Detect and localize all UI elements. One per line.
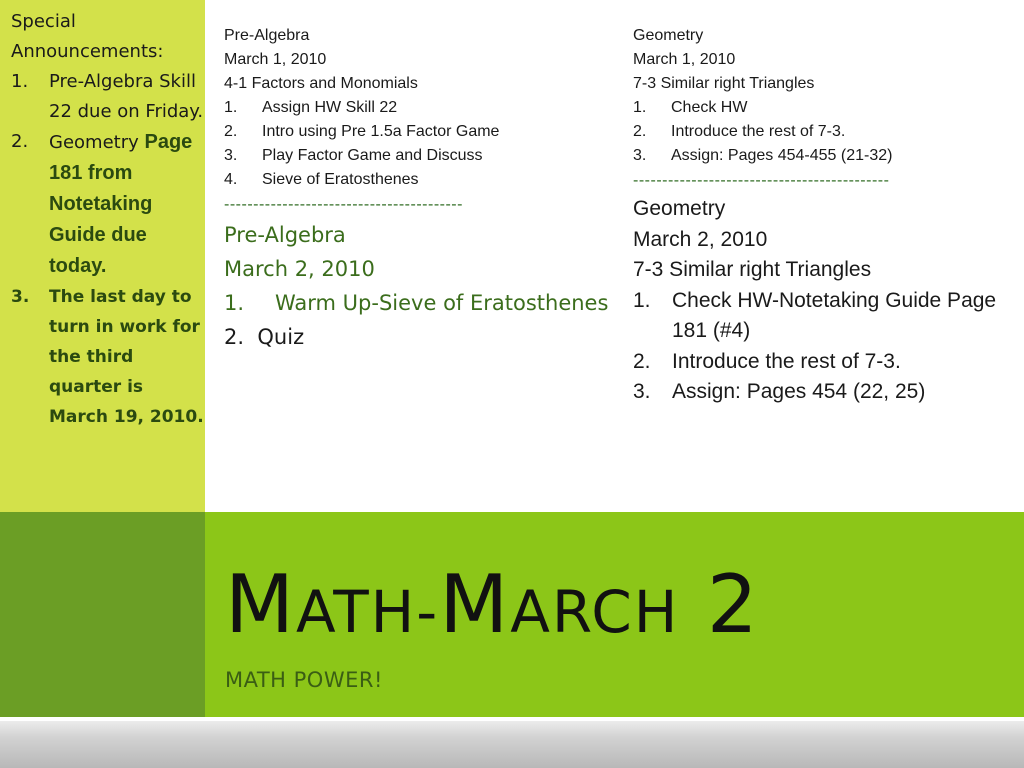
list-item: [11, 127, 205, 282]
announcement-text: Geometry: [49, 132, 139, 153]
agenda-text: Introduce the rest of 7-3.: [672, 349, 901, 373]
announcements-title: Special Announcements:: [11, 11, 164, 62]
title-part: -: [416, 578, 440, 646]
list-number: 1.: [633, 288, 651, 312]
agenda-text: Quiz: [257, 325, 305, 349]
list-item: [633, 347, 1013, 378]
list-number: 2.: [633, 349, 651, 373]
list-item: [224, 144, 614, 168]
list-number: 1.: [11, 71, 29, 92]
list-number: 3.: [633, 380, 651, 403]
subject-label: Geometry: [633, 197, 726, 220]
announcements-list: [11, 67, 205, 432]
title-part: 2: [679, 558, 760, 651]
geometry-march2: [633, 194, 1013, 408]
list-number: 3.: [633, 147, 647, 164]
announcement-text: The last day to turn in work for the third quarter is March 19, 2010.: [49, 287, 204, 427]
geometry-column: [633, 24, 1013, 408]
agenda-list: [633, 286, 1013, 408]
agenda-text: Sieve of Eratosthenes: [262, 171, 419, 188]
list-item: [224, 320, 614, 354]
list-item: [11, 67, 205, 127]
lesson-label: 7-3 Similar right Triangles: [633, 75, 815, 92]
lesson-label: 7-3 Similar right Triangles: [633, 258, 872, 281]
list-item: [633, 96, 1013, 120]
list-number: 3.: [11, 287, 30, 307]
list-item: [633, 120, 1013, 144]
lesson-label: 4-1 Factors and Monomials: [224, 75, 418, 92]
announcement-bold-text: Page 181 from Notetaking Guide due today.: [49, 131, 193, 277]
list-number: 1.: [224, 291, 245, 315]
list-item: [224, 286, 614, 320]
agenda-text: Check HW: [671, 99, 748, 116]
list-item: [633, 144, 1013, 168]
list-item: [224, 120, 614, 144]
prealgebra-march2: [224, 218, 614, 354]
title-part: ATH: [296, 578, 417, 646]
announcement-text: Pre-Algebra Skill 22 due on Friday.: [49, 71, 204, 122]
prealgebra-march1: [224, 24, 614, 192]
divider: --------------------------------------------: [633, 172, 890, 189]
agenda-list: [633, 96, 1013, 168]
divider: -----------------------------------------: [224, 196, 463, 213]
special-announcements: [11, 7, 205, 432]
list-item: [633, 377, 1013, 408]
agenda-text: Introduce the rest of 7-3.: [671, 123, 846, 140]
title-part: ARCH: [510, 578, 680, 646]
title-part: M: [225, 558, 297, 651]
date-label: March 1, 2010: [633, 51, 736, 68]
list-number: 2.: [11, 131, 29, 152]
subject-label: Geometry: [633, 27, 704, 44]
list-number: 3.: [224, 147, 238, 164]
left-lower-block: [0, 512, 205, 717]
list-number: 1.: [633, 99, 647, 116]
agenda-text: Warm Up-Sieve of Eratosthenes: [275, 291, 609, 315]
list-item: [11, 282, 205, 432]
slide-subtitle: MATH POWER!: [225, 668, 383, 692]
title-part: M: [439, 558, 511, 651]
subject-label: Pre-Algebra: [224, 223, 346, 247]
list-number: 2.: [224, 123, 238, 140]
list-number: 1.: [224, 99, 238, 116]
agenda-text: Assign: Pages 454-455 (21-32): [671, 147, 893, 164]
agenda-text: Check HW-Notetaking Guide Page 181 (#4): [672, 288, 997, 342]
list-number: 4.: [224, 171, 238, 188]
date-label: March 2, 2010: [224, 257, 375, 281]
date-label: March 1, 2010: [224, 51, 327, 68]
agenda-text: Intro using Pre 1.5a Factor Game: [262, 123, 500, 140]
slide-title: [225, 558, 760, 652]
bottom-strip: [0, 717, 1024, 768]
list-item: [224, 168, 614, 192]
list-item: [633, 286, 1013, 347]
agenda-list: [224, 96, 614, 192]
agenda-text: Play Factor Game and Discuss: [262, 147, 483, 164]
subject-label: Pre-Algebra: [224, 27, 310, 44]
geometry-march1: [633, 24, 1013, 168]
list-number: 2.: [633, 123, 647, 140]
list-number: 2.: [224, 325, 245, 349]
list-item: [224, 96, 614, 120]
agenda-text: Assign HW Skill 22: [262, 99, 398, 116]
prealgebra-column: [224, 24, 614, 354]
date-label: March 2, 2010: [633, 227, 768, 251]
agenda-text: Assign: Pages 454 (22, 25): [672, 380, 926, 403]
agenda-list: [224, 286, 614, 354]
